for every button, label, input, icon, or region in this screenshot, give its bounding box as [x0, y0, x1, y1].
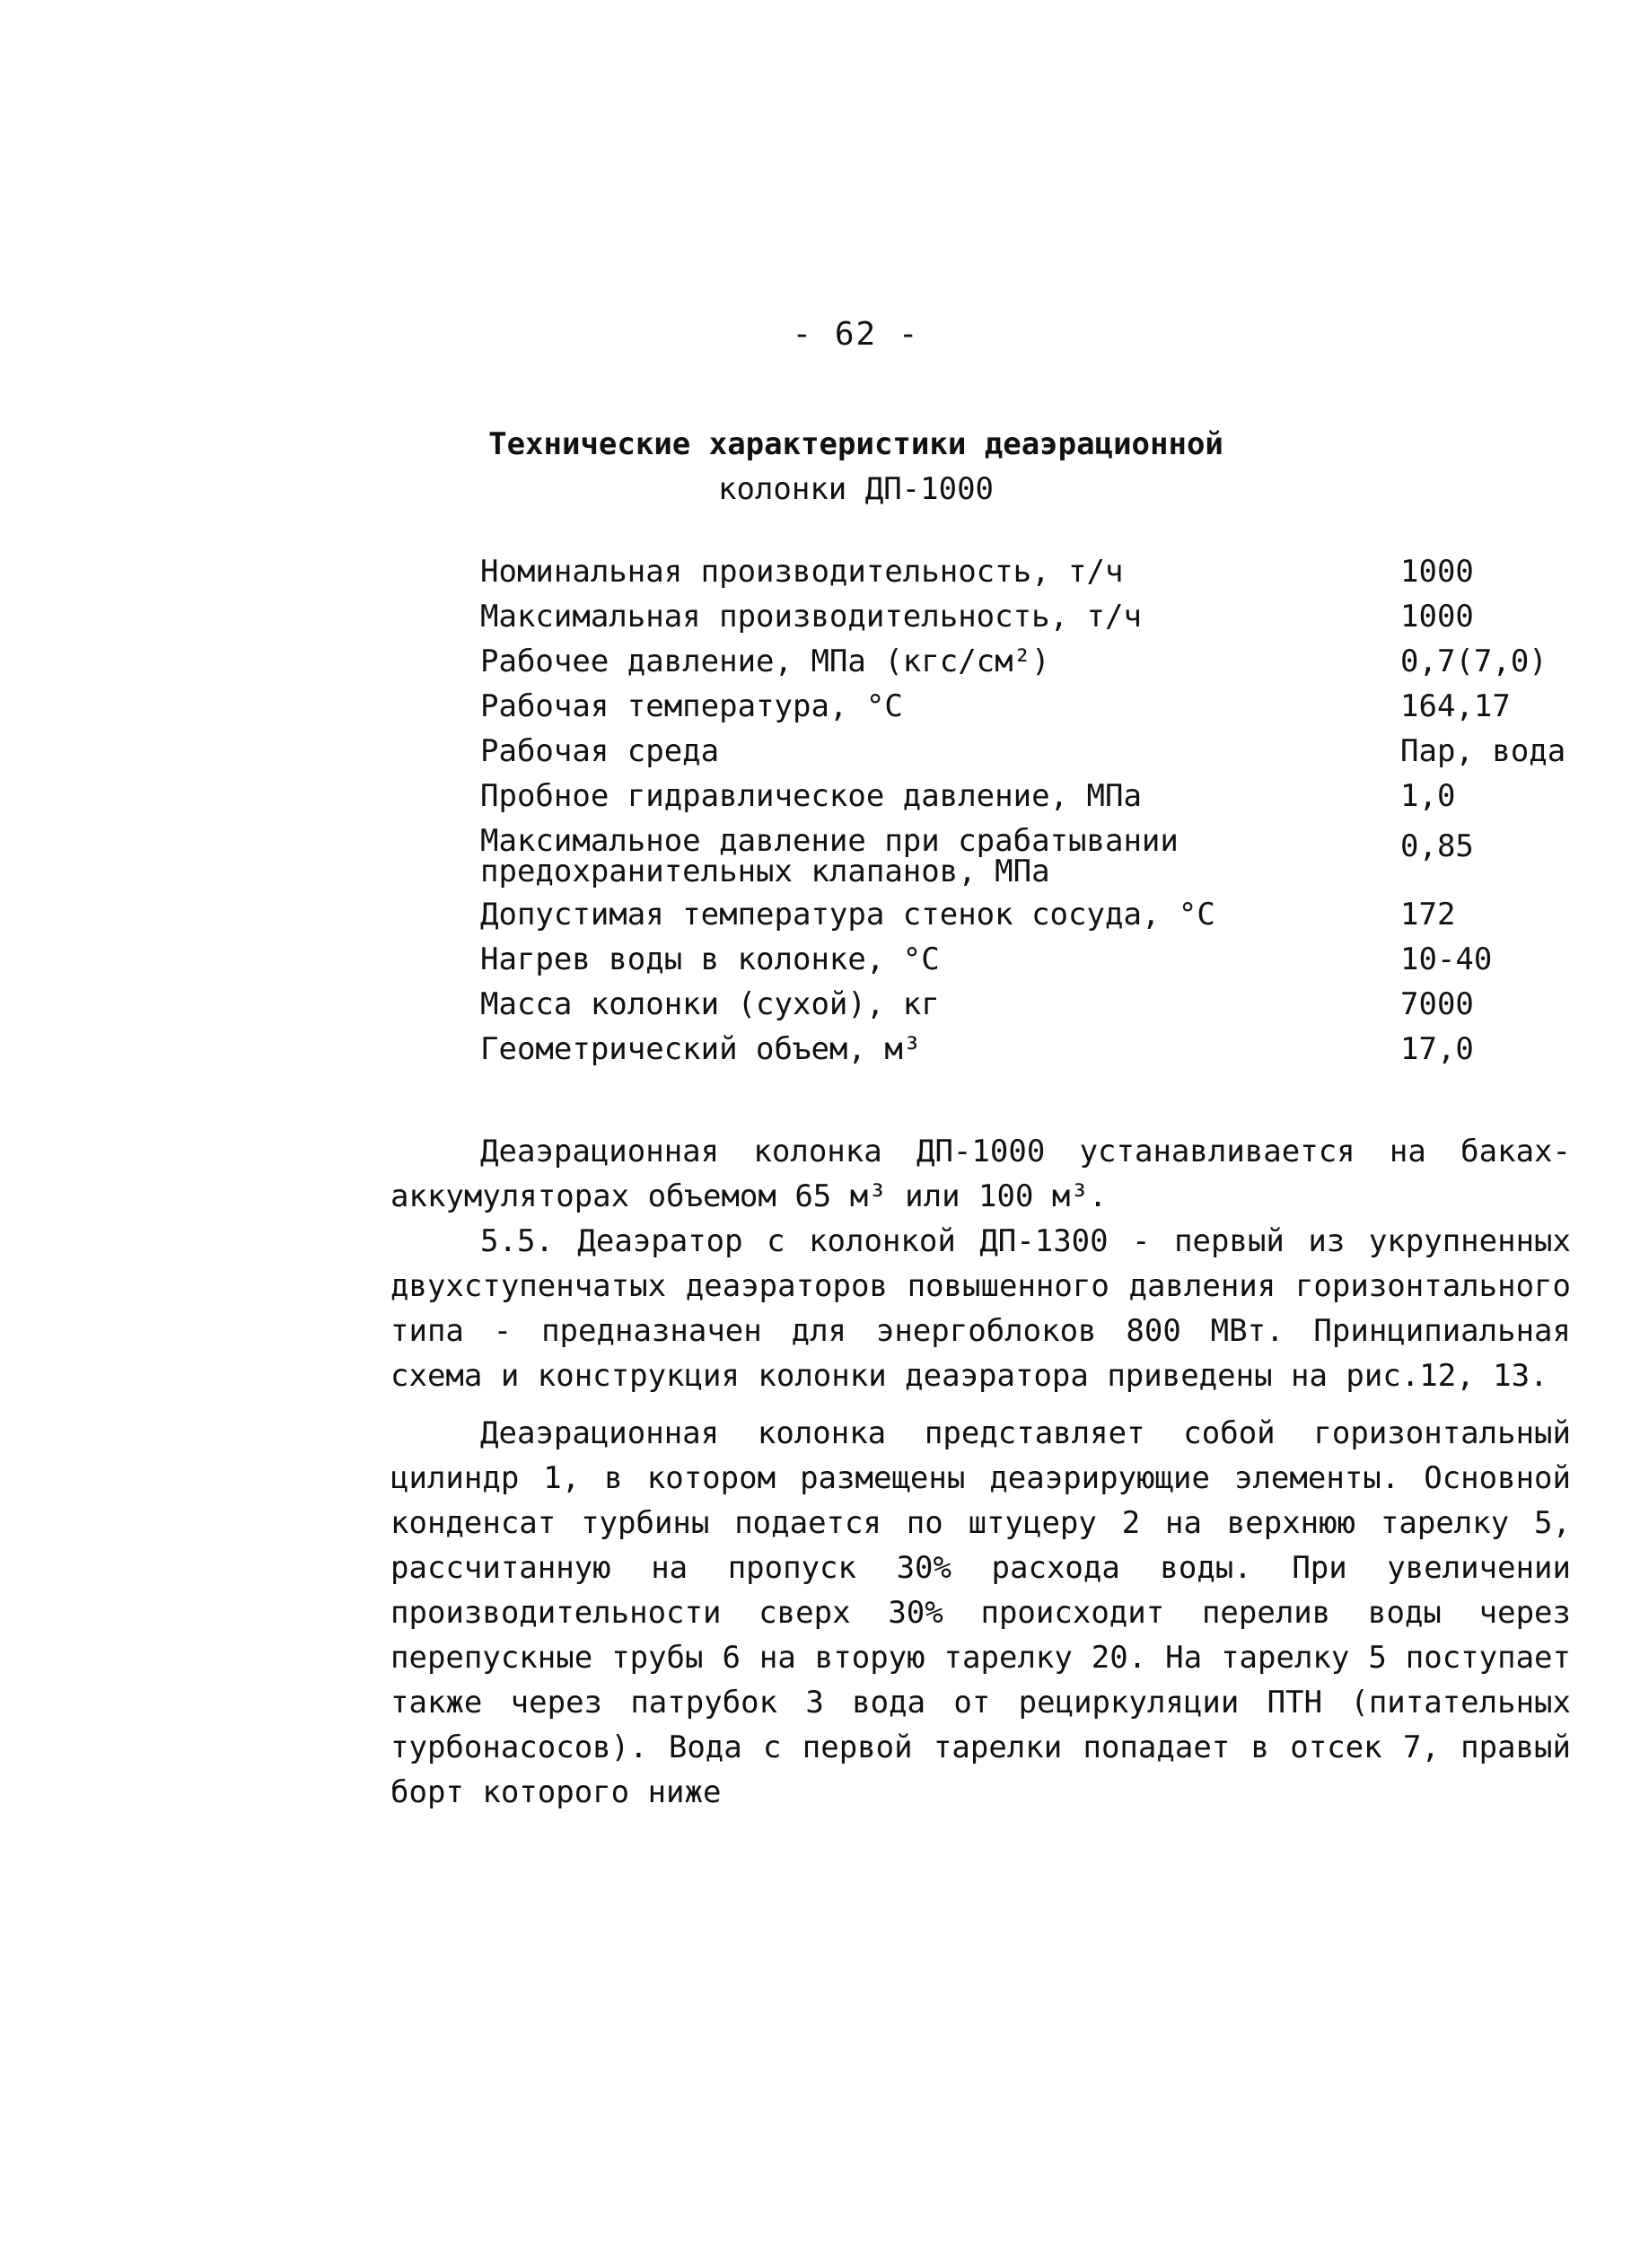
paragraph: 5.5. Деаэратор с колонкой ДП-1300 - первый из укрупненных двухступенчатых деаэраторов повышенного давления горизонтального типа - предназначен для энергоблоков 800 МВт. Принципиальная схема и конструкция колонки деаэратора приведены на рис.12, 13. [390, 1223, 1571, 1394]
title-line-2: колонки ДП-1000 [717, 471, 995, 507]
spec-value: 0,7(7,0) [1400, 644, 1548, 679]
spec-value: 1000 [1400, 554, 1474, 590]
spec-value: Пар, вода [1400, 733, 1566, 769]
spec-label: Максимальное давление при срабатывании предохранительных клапанов, МПа [480, 823, 1179, 889]
spec-label: Пробное гидравлическое давление, МПа [480, 778, 1142, 814]
spec-label: Рабочая температура, °С [480, 688, 903, 724]
spec-value: 7000 [1400, 986, 1474, 1022]
spec-row [480, 594, 1584, 639]
spec-row [480, 892, 1584, 937]
paragraph: Деаэрационная колонка ДП-1000 устанавливается на баках-аккумуляторах объемом 65 м³ или 100 м³. [390, 1134, 1571, 1214]
spec-label: Номинальная производительность, т/ч [480, 554, 1124, 590]
paragraph: Деаэрационная колонка представляет собой горизонтальный цилиндр 1, в котором размещены деаэрирующие элементы. Основной конденсат турбины подается по штуцеру 2 на верхнюю тарелку 5, рассчитанную на пропуск 30% расхода воды. При увеличении производительности сверх 30% происходит перелив воды через перепускные трубы 6 на вторую тарелку 20. На тарелку 5 поступает также через патрубок 3 вода от рециркуляции ПТН (питательных турбонасосов). Вода с первой тарелки попадает в отсек 7, правый борт которого ниже [390, 1415, 1571, 1810]
spec-row [480, 1027, 1584, 1072]
paragraph-gap [390, 1398, 1571, 1411]
spec-row [480, 684, 1584, 729]
spec-row [480, 982, 1584, 1027]
spec-table [480, 549, 1584, 1072]
spec-value: 17,0 [1400, 1031, 1474, 1067]
spec-value: 1,0 [1400, 778, 1456, 814]
spec-row [480, 937, 1584, 982]
spec-row [480, 639, 1584, 684]
spec-row [480, 549, 1584, 594]
spec-value: 0,85 [1400, 828, 1474, 864]
spec-value: 172 [1400, 897, 1456, 933]
spec-row [480, 819, 1584, 892]
spec-label: Масса колонки (сухой), кг [480, 986, 940, 1022]
spec-label: Допустимая температура стенок сосуда, °С [480, 897, 1215, 933]
spec-value: 10-40 [1400, 941, 1493, 977]
spec-value: 164,17 [1400, 688, 1511, 724]
spec-label: Рабочее давление, МПа (кгс/см²) [480, 644, 1050, 679]
spec-label: Геометрический объем, м³ [480, 1031, 922, 1067]
body-text [390, 1129, 1571, 1815]
spec-row [480, 774, 1584, 819]
spec-value: 1000 [1400, 599, 1474, 635]
spec-row [480, 729, 1584, 774]
section-title [0, 422, 1631, 512]
page-number: - 62 - [792, 316, 920, 353]
spec-label: Максимальная производительность, т/ч [480, 599, 1142, 635]
spec-label: Рабочая среда [480, 733, 720, 769]
spec-label: Нагрев воды в колонке, °С [480, 941, 940, 977]
title-line-1: Технические характеристики деаэрационной [488, 426, 1223, 462]
